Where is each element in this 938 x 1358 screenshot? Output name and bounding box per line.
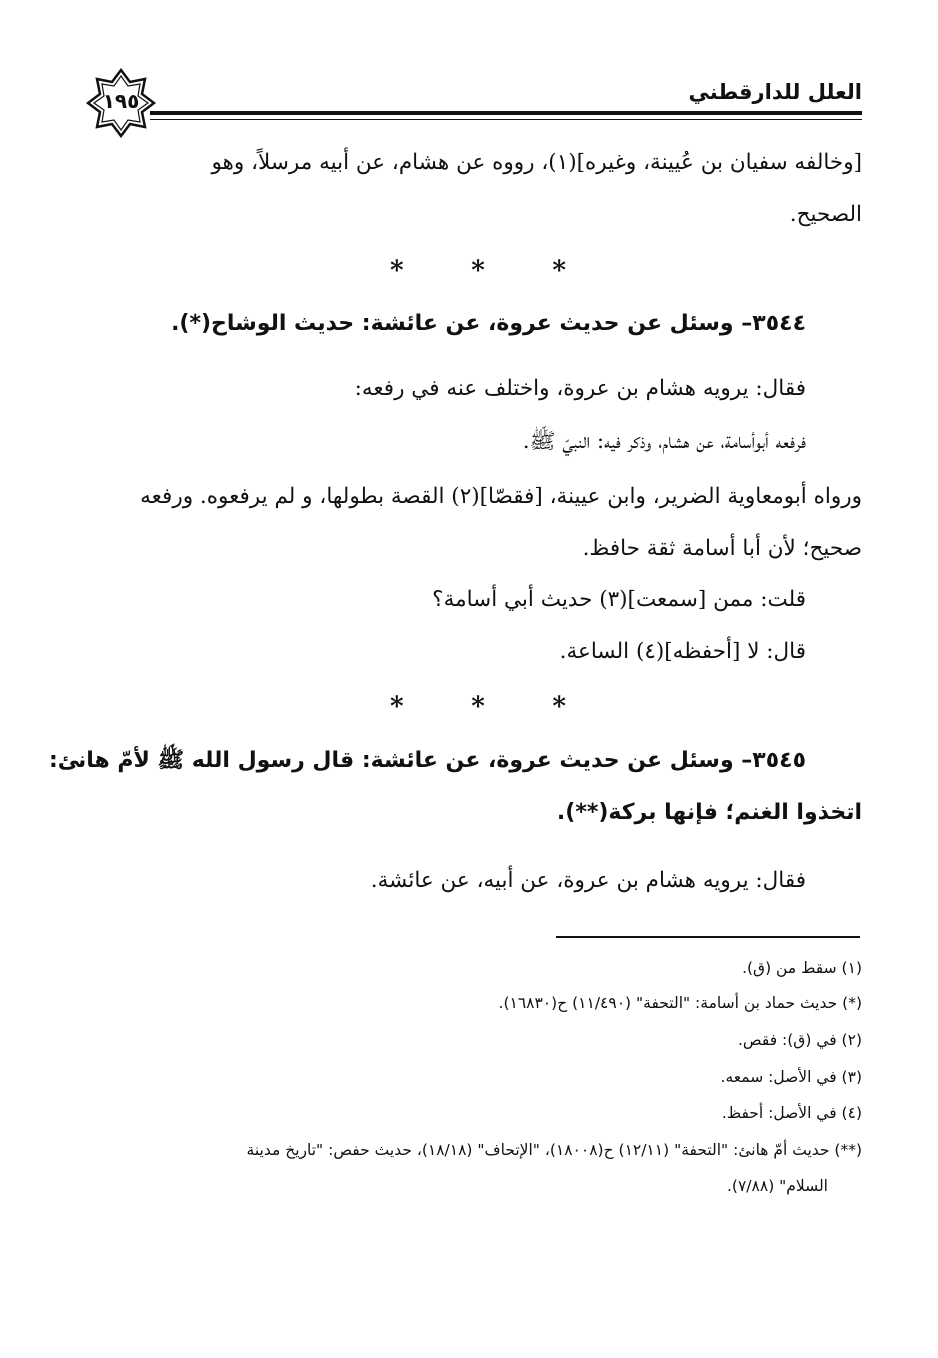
heading-3545-line-2: اتخذوا الغنم؛ فإنها بركة(**). bbox=[556, 800, 862, 825]
intro-line-2: الصحيح. bbox=[789, 202, 862, 227]
header-rule-thin bbox=[150, 119, 862, 120]
footnote-3: (٣) في الأصل: سمعه. bbox=[720, 1068, 862, 1086]
header-rule-thick bbox=[150, 111, 862, 115]
separator-stars-2 bbox=[390, 692, 566, 722]
footnote-1: (١) سقط من (ق). bbox=[742, 959, 862, 977]
paragraph-4: قلت: ممن [سمعت](٣) حديث أبي أسامة؟ bbox=[432, 587, 806, 612]
paragraph-2: فرفعه أبوأسامة، عن هشام، وذكر فيه: النبيّ ﷺ. bbox=[522, 429, 806, 454]
star: * bbox=[390, 692, 404, 722]
page-number: ١٩٥ bbox=[102, 89, 140, 113]
paragraph-1: فقال: يرويه هشام بن عروة، واختلف عنه في رفعه: bbox=[354, 376, 806, 401]
paragraph-3-line-1: ورواه أبومعاوية الضرير، وابن عيينة، [فقصّا](٢) القصة بطولها، و لم يرفعوه. ورفعه bbox=[140, 484, 862, 509]
footnote-4: (٤) في الأصل: أحفظ. bbox=[721, 1104, 862, 1122]
footnote-divider bbox=[556, 936, 860, 938]
footnote-star: (*) حديث حماد بن أسامة: "التحفة" (١١/٤٩٠) ح(١٦٨٣٠). bbox=[498, 994, 862, 1012]
star: * bbox=[471, 256, 485, 286]
star: * bbox=[552, 692, 566, 722]
footnote-2: (٢) في (ق): فقص. bbox=[737, 1031, 862, 1049]
paragraph-6: فقال: يرويه هشام بن عروة، عن أبيه، عن عائشة. bbox=[370, 868, 806, 893]
paragraph-5: قال: لا [أحفظه](٤) الساعة. bbox=[559, 639, 806, 664]
footnote-double-star-line-1: (**) حديث أمّ هانئ: "التحفة" (١٢/١١) ح(١٨٠٠٨)، "الإتحاف" (١٨/١٨)، حديث حفص: "تاريخ مدينة bbox=[246, 1141, 862, 1159]
footnote-double-star-line-2: السلام" (٧/٨٨). bbox=[727, 1177, 828, 1195]
separator-stars-1 bbox=[390, 256, 566, 286]
star: * bbox=[390, 256, 404, 286]
star: * bbox=[552, 256, 566, 286]
intro-line-1: [وخالفه سفيان بن عُيينة، وغيره](١)، رووه عن هشام، عن أبيه مرسلاً، وهو bbox=[211, 150, 862, 175]
page-number-badge bbox=[86, 68, 156, 138]
paragraph-3-line-2: صحيح؛ لأن أبا أسامة ثقة حافظ. bbox=[582, 536, 862, 561]
heading-3545-line-1: ٣٥٤٥– وسئل عن حديث عروة، عن عائشة: قال رسول الله ﷺ لأمّ هانئ: bbox=[48, 748, 806, 773]
heading-3544: ٣٥٤٤– وسئل عن حديث عروة، عن عائشة: حديث الوشاح(*). bbox=[171, 311, 806, 336]
star: * bbox=[471, 692, 485, 722]
book-title: العلل للدارقطني bbox=[688, 80, 862, 104]
